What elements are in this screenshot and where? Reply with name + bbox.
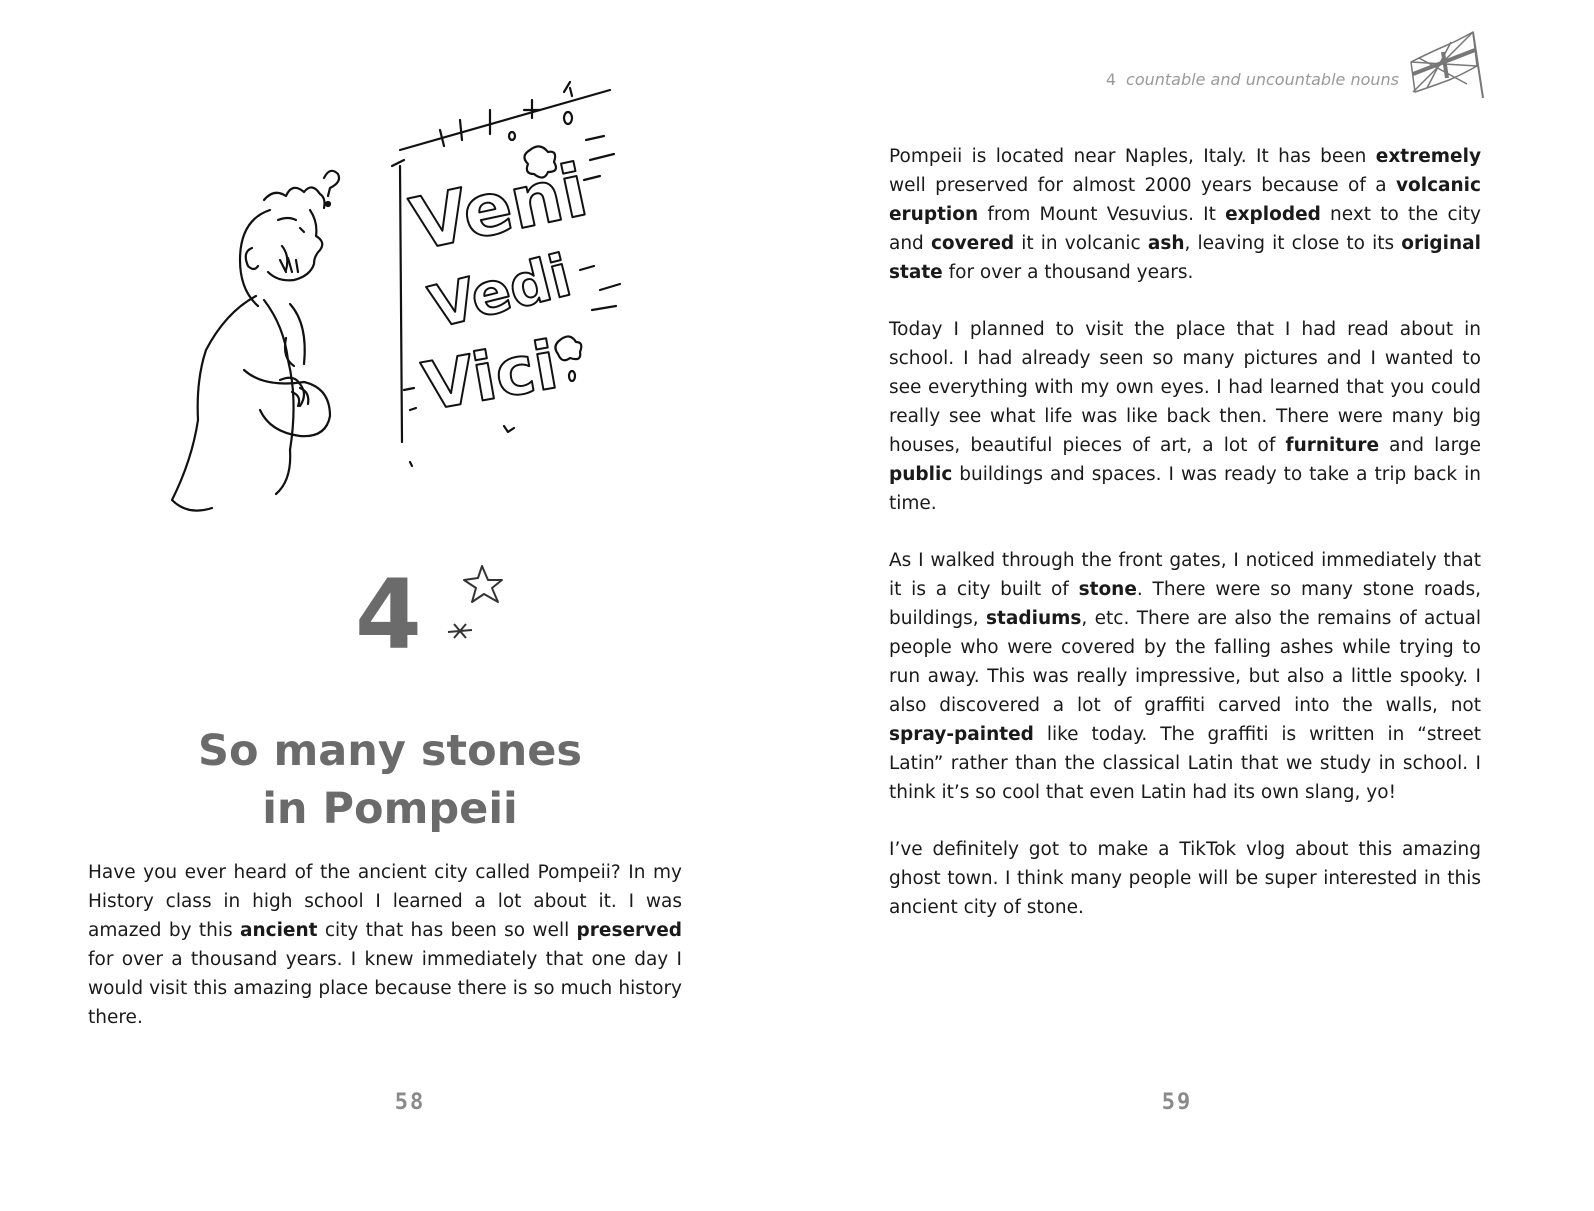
main-text bbox=[889, 142, 1481, 950]
vocab-term: ash bbox=[1147, 233, 1185, 254]
running-head-number: 4 bbox=[1105, 70, 1117, 89]
graffiti-veni: Veni bbox=[404, 147, 595, 267]
right-page bbox=[797, 0, 1594, 1211]
vocab-term: volcanic eruption bbox=[889, 175, 1481, 225]
vocab-term: ancient bbox=[239, 920, 318, 941]
graffiti-vici: Vici bbox=[417, 326, 564, 426]
page-number-left: 58 bbox=[394, 1090, 426, 1115]
paragraph-3: As I walked through the front gates, I noticed immediately that it is a city built of stone. There were so many stone roads, buildings, stadiums, etc. There are also the remains of actual people who were covered by the falling ashes while trying to run away. This was really impressive, but also a little spooky. I also discovered a lot of graffiti carved into the walls, not spray-painted like today. The graffiti is written in “street Latin” rather than the classical Latin that we study in school. I think it’s so cool that even Latin had its own slang, yo! bbox=[889, 550, 1482, 803]
vocab-term: furniture bbox=[1285, 435, 1380, 456]
vocab-term: covered bbox=[930, 233, 1015, 254]
intro-paragraph: Have you ever heard of the ancient city called Pompeii? In my History class in high school I learned a lot about it. I was amazed by this ancient city that has been so well preserved for over a thousand years. I knew immediately that one day I would visit this amazing place because there is so much history there. bbox=[88, 862, 682, 1028]
graffiti-vedi: Vedi bbox=[422, 241, 578, 342]
vocab-term: spray-painted bbox=[889, 724, 1034, 745]
stars-icon bbox=[440, 560, 520, 660]
chapter-number: 4 bbox=[355, 559, 420, 671]
vocab-term: original state bbox=[889, 233, 1481, 283]
running-head bbox=[997, 70, 1399, 89]
chapter-title-line-2: in Pompeii bbox=[262, 784, 518, 834]
vocab-term: exploded bbox=[1225, 204, 1321, 225]
vocab-term: preserved bbox=[576, 920, 682, 941]
vocab-term: stadiums bbox=[986, 608, 1082, 629]
paragraph-4: I’ve definitely got to make a TikTok vlog about this amazing ghost town. I think many people will be super interested in this ancient city of stone. bbox=[889, 839, 1481, 918]
paragraph-2: Today I planned to visit the place that I had read about in school. I had already seen so many pictures and I wanted to see everything with my own eyes. I had learned that you could really see what life was like back then. There were many big houses, beautiful pieces of art, a lot of furniture and large public buildings and spaces. I was ready to take a trip back in time. bbox=[889, 319, 1481, 514]
vocab-term: extremely bbox=[1375, 146, 1481, 167]
page-number-right: 59 bbox=[1161, 1090, 1193, 1115]
chapter-title bbox=[90, 722, 690, 838]
person-looking-at-graffiti-wall-icon bbox=[160, 70, 660, 530]
vocab-term: stone bbox=[1078, 579, 1137, 600]
vocab-term: public bbox=[889, 464, 953, 485]
uk-flag-icon bbox=[1407, 28, 1487, 100]
paragraph-1: Pompeii is located near Naples, Italy. It has been extremely well preserved for almost 2000 years because of a volcanic eruption from Mount Vesuvius. It exploded next to the city and covered it in volcanic ash, leaving it close to its original state for over a thousand years. bbox=[889, 146, 1481, 283]
running-head-title: countable and uncountable nouns bbox=[1126, 70, 1399, 89]
chapter-title-line-1: So many stones bbox=[198, 726, 582, 776]
